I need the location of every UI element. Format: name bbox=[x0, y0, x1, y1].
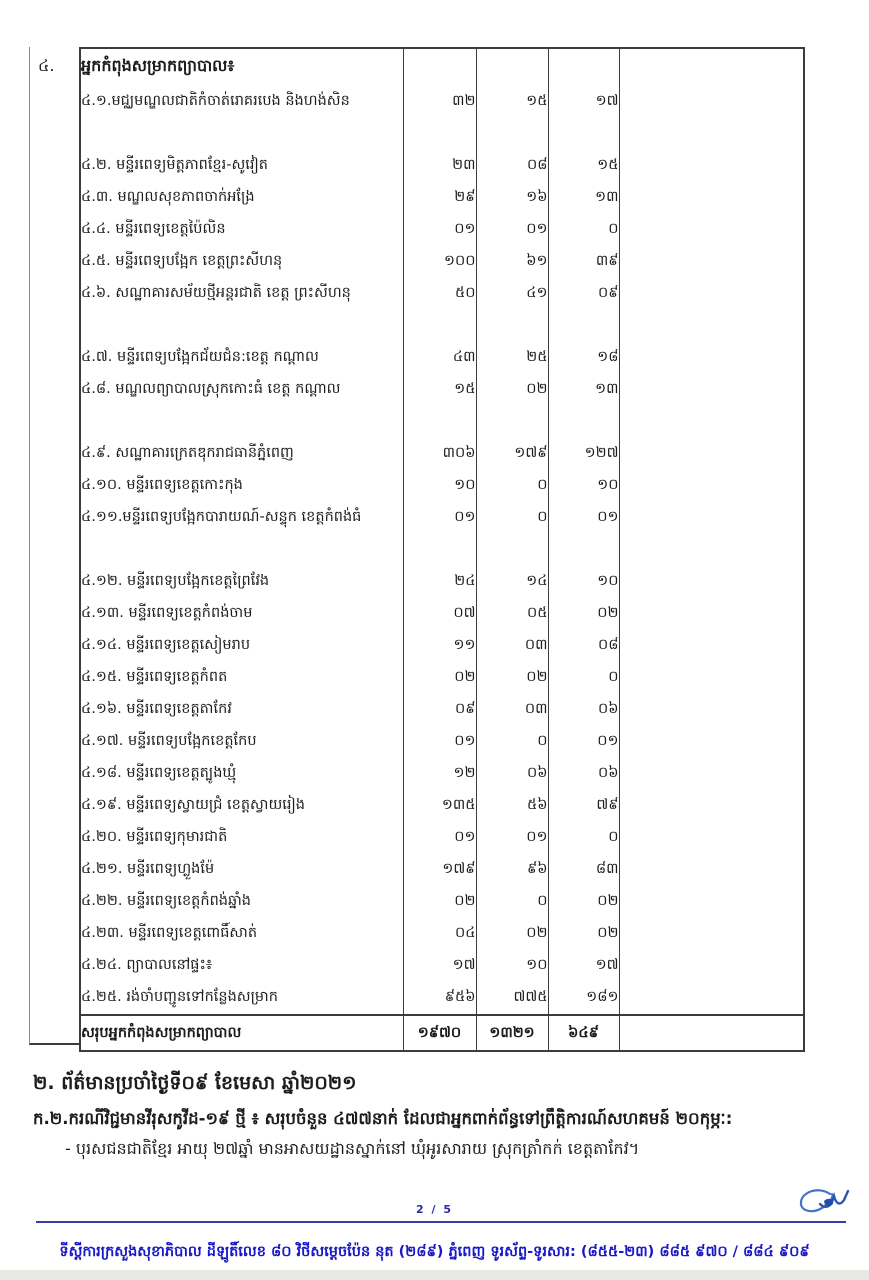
value-col1: ១៧៩ bbox=[403, 855, 476, 887]
value-col3: ០២ bbox=[548, 599, 619, 631]
value-col2: ១៥ bbox=[476, 87, 548, 151]
value-col2: ០១ bbox=[476, 823, 548, 855]
facility-name: ៤.៥. មន្ទីរពេទ្យបង្អែក ខេត្តព្រះសីហនុ bbox=[80, 247, 403, 279]
value-col2: ២៥ bbox=[476, 343, 548, 375]
page-number: 2 / 5 bbox=[416, 1203, 453, 1216]
value-col3: ១៨ bbox=[548, 343, 619, 375]
empty-cell bbox=[619, 823, 804, 855]
facility-name: ៤.១៣. មន្ទីរពេទ្យខេត្តកំពង់ចាម bbox=[80, 599, 403, 631]
empty-cell bbox=[619, 343, 804, 375]
value-col1: ៣០៦ bbox=[403, 439, 476, 471]
value-col1: ០១ bbox=[403, 503, 476, 567]
value-col1: ០២ bbox=[403, 887, 476, 919]
table-row bbox=[80, 663, 804, 695]
table-header-row bbox=[80, 48, 804, 87]
empty-cell bbox=[619, 215, 804, 247]
value-col3: ១៣ bbox=[548, 375, 619, 439]
value-col1: ២៣ bbox=[403, 151, 476, 183]
value-col1: ០១ bbox=[403, 823, 476, 855]
empty-cell bbox=[619, 695, 804, 727]
empty-cell bbox=[619, 567, 804, 599]
value-col2: ៧៧៥ bbox=[476, 983, 548, 1015]
value-col2: ០៦ bbox=[476, 759, 548, 791]
table-total-row bbox=[80, 1015, 804, 1051]
value-col3: ០៩ bbox=[548, 279, 619, 343]
section-number: ៤. bbox=[38, 56, 55, 75]
section-2 bbox=[33, 1068, 845, 1164]
facility-name: ៤.១.មជ្ឈមណ្ឌលជាតិកំចាត់រោគរបេង និងហង់សិន bbox=[80, 87, 403, 151]
empty-cell bbox=[619, 279, 804, 343]
value-col3: ១២៧ bbox=[548, 439, 619, 471]
table-row bbox=[80, 471, 804, 503]
empty-cell bbox=[619, 887, 804, 919]
facility-name: ៤.៣. មណ្ឌលសុខភាពចាក់អង្រែ bbox=[80, 183, 403, 215]
value-col1: ១០ bbox=[403, 471, 476, 503]
section-2-bullet: - បុរសជនជាតិខ្មែរ អាយុ ២៧ឆ្នាំ មានអាសយដ្ឋានស្នាក់នៅ ឃុំអូរសារាយ ស្រុកត្រាំកក់ ខេត្តតាកែវ។ bbox=[65, 1139, 640, 1158]
section-2-paragraph: ក.២.ករណីវិជ្ជមានវីរុសកូវីដ-១៩ ថ្មី ៖ សរុបចំនួន ៤៧៧នាក់ ដែលជាអ្នកពាក់ព័ន្ធទៅព្រឹត្តិការណ៍សហគមន៍ ២០កុម្ភៈ: bbox=[33, 1109, 733, 1128]
table-row bbox=[80, 279, 804, 343]
facility-name: ៤.១៨. មន្ទីរពេទ្យខេត្តត្បូងឃ្មុំ bbox=[80, 759, 403, 791]
value-col3: ១៧ bbox=[548, 87, 619, 151]
value-col2: ១០ bbox=[476, 951, 548, 983]
value-col1: ០៧ bbox=[403, 599, 476, 631]
table-row bbox=[80, 919, 804, 951]
table-row bbox=[80, 439, 804, 471]
total-col1: ១៩៧០ bbox=[403, 1015, 476, 1051]
table-row bbox=[80, 759, 804, 791]
table-row bbox=[80, 247, 804, 279]
table-row bbox=[80, 727, 804, 759]
value-col3: ០ bbox=[548, 215, 619, 247]
table-row bbox=[80, 503, 804, 567]
value-col1: ៤៣ bbox=[403, 343, 476, 375]
facility-name: ៤.១៦. មន្ទីរពេទ្យខេត្តតាកែវ bbox=[80, 695, 403, 727]
value-col3: ០១ bbox=[548, 727, 619, 759]
value-col1: ០១ bbox=[403, 215, 476, 247]
empty-cell bbox=[619, 183, 804, 215]
table-row bbox=[80, 823, 804, 855]
facility-name: ៤.២៤. ព្យាបាលនៅផ្ទះ៖ bbox=[80, 951, 403, 983]
value-col1: ០២ bbox=[403, 663, 476, 695]
table-header-title: អ្នកកំពុងសម្រាកព្យាបាល៖ bbox=[80, 48, 403, 87]
value-col2: ០ bbox=[476, 727, 548, 759]
value-col3: ១០ bbox=[548, 471, 619, 503]
facility-name: ៤.៨. មណ្ឌលព្យាបាលស្រុកកោះធំ ខេត្ត កណ្តាល bbox=[80, 375, 403, 439]
empty-cell bbox=[619, 439, 804, 471]
facility-name: ៤.៧. មន្ទីរពេទ្យបង្អែកជ័យជំន:ខេត្ត កណ្តាល bbox=[80, 343, 403, 375]
facility-name: ៤.៤. មន្ទីរពេទ្យខេត្តប៉ៃលិន bbox=[80, 215, 403, 247]
value-col1: ១១ bbox=[403, 631, 476, 663]
table-row bbox=[80, 151, 804, 183]
facility-name: ៤.២៣. មន្ទីរពេទ្យខេត្តពោធិ៍សាត់ bbox=[80, 919, 403, 951]
value-col1: ៩៥៦ bbox=[403, 983, 476, 1015]
table-row bbox=[80, 183, 804, 215]
table-row bbox=[80, 599, 804, 631]
value-col2: ០៨ bbox=[476, 151, 548, 183]
facility-name: ៤.៩. សណ្ឋាគារក្រេតឌុករាជធានីភ្នំពេញ bbox=[80, 439, 403, 471]
signature-scribble-icon bbox=[796, 1184, 858, 1224]
table-row bbox=[80, 983, 804, 1015]
value-col3: ១៣ bbox=[548, 183, 619, 215]
empty-cell bbox=[619, 663, 804, 695]
value-col2: ០៣ bbox=[476, 631, 548, 663]
value-col3: ០១ bbox=[548, 503, 619, 567]
facility-name: ៤.១៤. មន្ទីរពេទ្យខេត្តសៀមរាប bbox=[80, 631, 403, 663]
facility-name: ៤.១១.មន្ទីរពេទ្យបង្អែកបារាយណ៍-សន្ទុក ខេត្តកំពង់ធំ bbox=[80, 503, 403, 567]
empty-cell bbox=[619, 631, 804, 663]
section-2-heading: ២. ព័ត៌មានប្រចាំថ្ងៃទី០៩ ខែមេសា ឆ្នាំ២០២១ bbox=[33, 1072, 357, 1094]
table-row bbox=[80, 887, 804, 919]
value-col2: ១៤ bbox=[476, 567, 548, 599]
value-col3: ៨៣ bbox=[548, 855, 619, 887]
value-col2: ៦១ bbox=[476, 247, 548, 279]
empty-cell bbox=[619, 759, 804, 791]
table-row bbox=[80, 695, 804, 727]
value-col3: ០ bbox=[548, 823, 619, 855]
value-col1: ១៧ bbox=[403, 951, 476, 983]
value-col2: ០១ bbox=[476, 215, 548, 247]
total-col2: ១៣២១ bbox=[476, 1015, 548, 1051]
table-row bbox=[80, 855, 804, 887]
facility-name: ៤.១៩. មន្ទីរពេទ្យស្វាយជ្រំ ខេត្តស្វាយរៀង bbox=[80, 791, 403, 823]
table-row bbox=[80, 343, 804, 375]
facility-name: ៤.១៥. មន្ទីរពេទ្យខេត្តកំពត bbox=[80, 663, 403, 695]
value-col3: ០៦ bbox=[548, 695, 619, 727]
value-col2: ៤១ bbox=[476, 279, 548, 343]
facility-name: ៤.២០. មន្ទីរពេទ្យកុមារជាតិ bbox=[80, 823, 403, 855]
table-row bbox=[80, 375, 804, 439]
value-col1: ០៩ bbox=[403, 695, 476, 727]
patients-under-treatment-table bbox=[79, 47, 805, 1052]
value-col2: ០២ bbox=[476, 375, 548, 439]
table-row bbox=[80, 951, 804, 983]
value-col3: ០២ bbox=[548, 887, 619, 919]
facility-name: ៤.១២. មន្ទីរពេទ្យបង្អែកខេត្តព្រៃវែង bbox=[80, 567, 403, 599]
treatment-table-body bbox=[80, 48, 804, 1051]
value-col1: ១០០ bbox=[403, 247, 476, 279]
value-col2: ១៦ bbox=[476, 183, 548, 215]
total-col3: ៦៤៩ bbox=[548, 1015, 619, 1051]
empty-cell bbox=[619, 855, 804, 887]
empty-cell bbox=[619, 791, 804, 823]
value-col2: ០៥ bbox=[476, 599, 548, 631]
empty-cell bbox=[619, 247, 804, 279]
value-col3: ១៥ bbox=[548, 151, 619, 183]
footer-divider-line bbox=[36, 1221, 846, 1223]
empty-cell bbox=[619, 503, 804, 567]
page-bottom-edge bbox=[0, 1270, 869, 1280]
value-col1: ២៩ bbox=[403, 183, 476, 215]
facility-name: ៤.២៥. រង់ចាំបញ្ជូនទៅកន្លែងសម្រាក bbox=[80, 983, 403, 1015]
value-col2: ០២ bbox=[476, 663, 548, 695]
value-col2: ០២ bbox=[476, 919, 548, 951]
value-col1: ១២ bbox=[403, 759, 476, 791]
value-col2: ០៣ bbox=[476, 695, 548, 727]
table-row bbox=[80, 215, 804, 247]
value-col2: ៩៦ bbox=[476, 855, 548, 887]
facility-name: ៤.២២. មន្ទីរពេទ្យខេត្តកំពង់ឆ្នាំង bbox=[80, 887, 403, 919]
empty-cell bbox=[619, 727, 804, 759]
table-row bbox=[80, 567, 804, 599]
value-col3: ០ bbox=[548, 663, 619, 695]
facility-name: ៤.២. មន្ទីរពេទ្យមិត្តភាពខ្មែរ-សូវៀត bbox=[80, 151, 403, 183]
empty-cell bbox=[619, 599, 804, 631]
value-col1: ៥០ bbox=[403, 279, 476, 343]
total-label: សរុបអ្នកកំពុងសម្រាកព្យាបាល bbox=[80, 1015, 403, 1051]
facility-name: ៤.៦. សណ្ឋាគារសម័យថ្មីអន្តរជាតិ ខេត្ត ព្រះសីហនុ bbox=[80, 279, 403, 343]
value-col3: ០២ bbox=[548, 919, 619, 951]
value-col3: ១៧ bbox=[548, 951, 619, 983]
value-col1: ១៥ bbox=[403, 375, 476, 439]
empty-cell bbox=[619, 87, 804, 151]
empty-cell bbox=[619, 471, 804, 503]
empty-cell bbox=[619, 919, 804, 951]
empty-cell bbox=[619, 375, 804, 439]
value-col3: ៧៩ bbox=[548, 791, 619, 823]
facility-name: ៤.១៧. មន្ទីរពេទ្យបង្អែកខេត្តកែប bbox=[80, 727, 403, 759]
table-row-number-column bbox=[29, 47, 79, 1045]
empty-cell bbox=[619, 951, 804, 983]
value-col2: ៥៦ bbox=[476, 791, 548, 823]
value-col3: ១០ bbox=[548, 567, 619, 599]
value-col2: ០ bbox=[476, 471, 548, 503]
value-col1: ០៤ bbox=[403, 919, 476, 951]
value-col3: ០៦ bbox=[548, 759, 619, 791]
value-col2: ០ bbox=[476, 887, 548, 919]
table-row bbox=[80, 631, 804, 663]
ministry-footer-text: ទីស្តីការក្រសួងសុខាភិបាល ដីឡូតិ៍លេខ ៨០ វិថីសម្តេចប៉ែន នុត (២៨៩) ភ្នំពេញ ទូរស័ព្ទ-ទូរសារ: (៨៥៥-២៣) ៨៨៥ ៩៧០ / ៨៨៤ ៩០៩ bbox=[59, 1244, 810, 1260]
value-col1: ២៤ bbox=[403, 567, 476, 599]
empty-cell bbox=[619, 983, 804, 1015]
value-col2: ០ bbox=[476, 503, 548, 567]
facility-name: ៤.១០. មន្ទីរពេទ្យខេត្តកោះកុង bbox=[80, 471, 403, 503]
empty-cell bbox=[619, 151, 804, 183]
table-row bbox=[80, 87, 804, 151]
facility-name: ៤.២១. មន្ទីរពេទ្យហ្លួងម៉ែ bbox=[80, 855, 403, 887]
value-col3: ៣៩ bbox=[548, 247, 619, 279]
value-col3: ០៨ bbox=[548, 631, 619, 663]
table-row bbox=[80, 791, 804, 823]
value-col1: ០១ bbox=[403, 727, 476, 759]
value-col1: ១៣៥ bbox=[403, 791, 476, 823]
value-col3: ១៨១ bbox=[548, 983, 619, 1015]
value-col2: ១៧៩ bbox=[476, 439, 548, 471]
value-col1: ៣២ bbox=[403, 87, 476, 151]
